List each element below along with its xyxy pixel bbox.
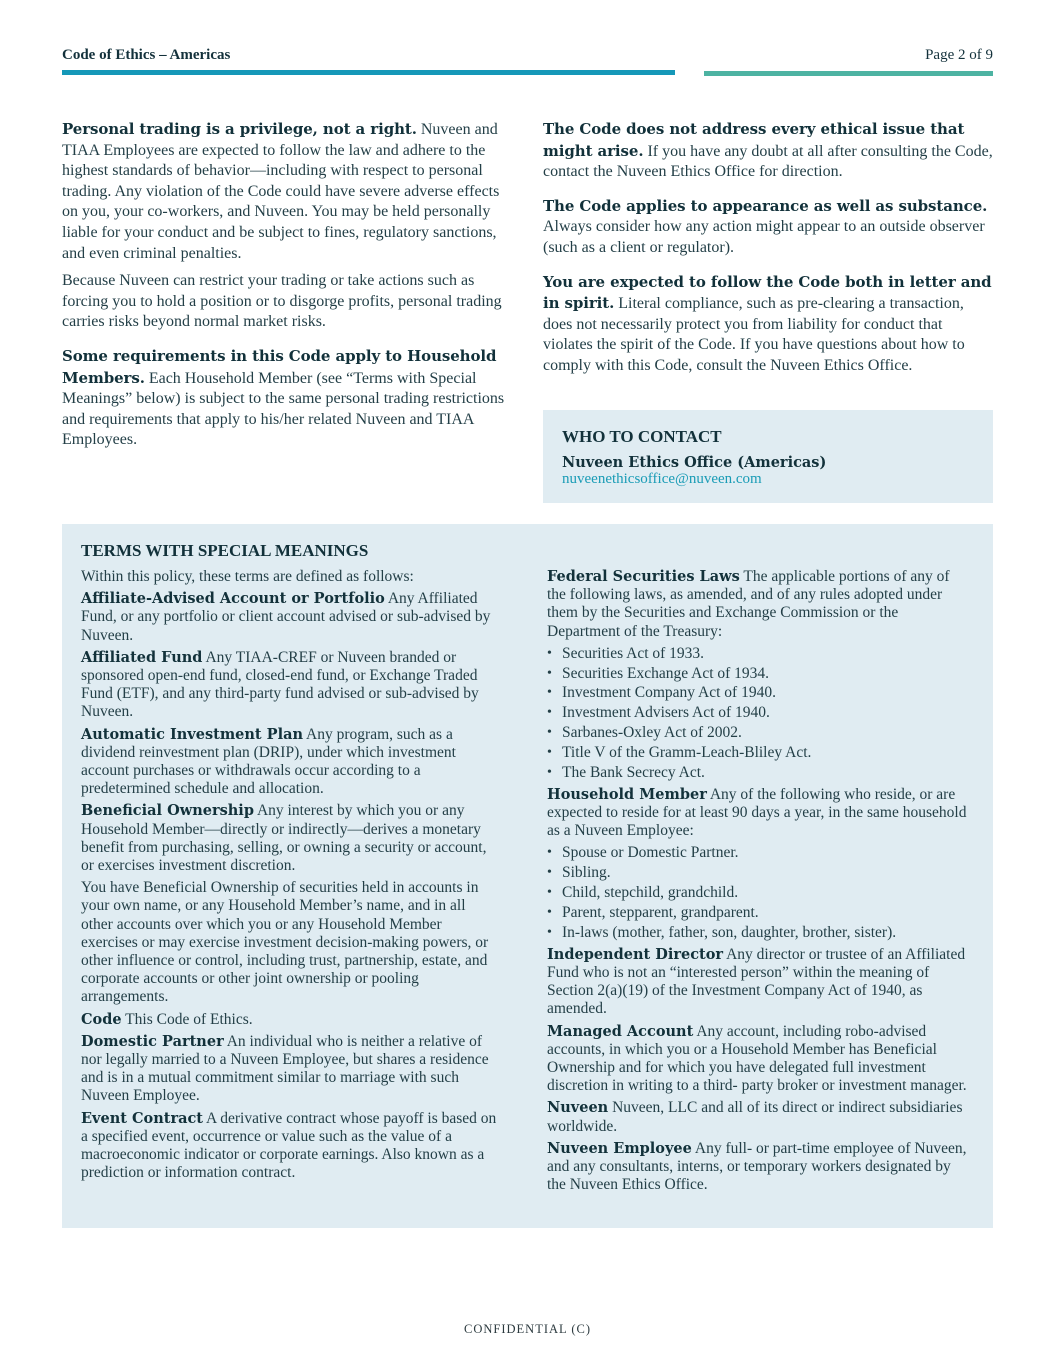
paragraph-text: If you have any doubt at all after consulting the Code, contact the Nuveen Ethics Office for direction. [543, 142, 993, 181]
term-name: Domestic Partner [81, 1032, 224, 1050]
who-to-contact-box [543, 410, 993, 503]
term-name: Federal Securities Laws [547, 568, 740, 585]
term-beneficial-ownership-continued [81, 879, 501, 1006]
term-domestic-partner [81, 1033, 501, 1106]
term-definition: Any TIAA-CREF or Nuveen branded or sponsored open-end fund, closed-end fund, or Exchange Traded Fund (ETF), and any third-party fund advised or sub-advised by Nuveen. [81, 648, 479, 721]
terms-right-column [547, 568, 972, 1198]
federal-laws-list [547, 645, 972, 782]
term-name: Independent Director [547, 945, 724, 963]
paragraph-text: Always consider how any action might appear to an outside observer (such as a client or regulator). [543, 218, 985, 256]
term-definition: You have Beneficial Ownership of securities held in accounts in your own name, or any Household Member’s name, and in all other accounts over which you or any Household Member exercises or may exercise investment decision-making powers, or other influence or control, including trust, partnership, estate, and corporate accounts or other joint ownership or pooling arrangements. [81, 879, 489, 1006]
term-beneficial-ownership [81, 802, 501, 875]
term-definition: The applicable portions of any of the following laws, as amended, and of any rules adopted under them by the Securities and Exchange Commission or the Department of the Treasury: [547, 568, 950, 640]
page-number: Page 2 of 9 [925, 47, 993, 63]
paragraph-lead: You are expected to follow the Code both in letter and in spirit. [543, 272, 992, 313]
term-definition: Any full- or part-time employee of Nuveen, and any consultants, interns, or temporary workers designated by the Nuveen Ethics Office. [547, 1139, 967, 1194]
document-title: Code of Ethics – Americas [62, 47, 231, 63]
paragraph-household-members [62, 346, 512, 451]
paragraph-lead: Personal trading is a privilege, not a right. [62, 120, 417, 138]
contact-office-name: Nuveen Ethics Office (Americas) [562, 454, 827, 471]
term-federal-securities-laws [547, 568, 972, 641]
paragraph-lead: Some requirements in this Code apply to Household Members. [62, 346, 497, 387]
contact-heading: WHO TO CONTACT [562, 427, 722, 446]
term-name: Managed Account [547, 1022, 694, 1040]
paragraph-text: Nuveen and TIAA Employees are expected to follow the law and adhere to the highest standards of behavior—including with respect to personal trading. Any violation of the Code could have severe adverse effects on you, your co-workers, and Nuveen. You may be held personally liable for your conduct and be subject to fines, regulatory sanctions, and even criminal penalties. [62, 121, 500, 262]
list-item: • Title V of the Gramm-Leach-Bliley Act. [547, 744, 972, 762]
terms-heading: TERMS WITH SPECIAL MEANINGS [81, 541, 369, 560]
term-nuveen-employee [547, 1140, 972, 1195]
term-managed-account [547, 1023, 972, 1096]
list-item: • Securities Exchange Act of 1934. [547, 665, 972, 683]
term-definition: Any Affiliated Fund, or any portfolio or client account advised or sub-advised by Nuveen. [81, 590, 491, 644]
term-definition: Nuveen, LLC and all of its direct or indirect subsidiaries worldwide. [547, 1099, 963, 1135]
term-name: Household Member [547, 785, 707, 803]
list-item: • Sarbanes-Oxley Act of 2002. [547, 724, 972, 742]
list-item: • The Bank Secrecy Act. [547, 764, 972, 782]
intro-left-column [62, 119, 512, 458]
terms-with-special-meanings-box [62, 524, 993, 1228]
paragraph-ethical-issues [543, 119, 993, 183]
term-code [81, 1011, 501, 1029]
confidential-footer: CONFIDENTIAL (C) [464, 1322, 591, 1336]
paragraph-text: Literal compliance, such as pre-clearing a transaction, does not necessarily protect you from liability for conduct that violates the spirit of the Code. If you have questions about how to comply with this Code, consult the Nuveen Ethics Office. [543, 295, 965, 374]
term-name: Beneficial Ownership [81, 802, 254, 820]
term-name: Nuveen [547, 1099, 609, 1117]
household-members-list [547, 844, 972, 941]
terms-left-column [81, 568, 501, 1187]
intro-right-column [543, 119, 993, 384]
paragraph-text: Because Nuveen can restrict your trading or take actions such as forcing you to hold a position or to disgorge profits, personal trading carries risks beyond normal market risks. [62, 272, 502, 331]
term-name: Automatic Investment Plan [81, 725, 304, 743]
paragraph-personal-trading [62, 119, 512, 264]
header-rule-green [704, 71, 993, 76]
term-affiliated-fund [81, 649, 501, 722]
term-definition: A derivative contract whose payoff is based on a specified event, occurrence or value such as the value of a macroeconomic indicator or corporate earnings. Also known as a prediction or information contract. [81, 1109, 497, 1182]
term-definition: An individual who is neither a relative of nor legally married to a Nuveen Employee, but shares a residence and is in a mutual commitment similar to marriage with such Nuveen Employee. [81, 1032, 489, 1105]
term-definition: Any director or trustee of an Affiliated Fund who is not an “interested person” within the meaning of Section 2(a)(19) of the Investment Company Act of 1940, as amended. [547, 945, 966, 1018]
term-name: Nuveen Employee [547, 1139, 692, 1157]
term-definition: Any of the following who reside, or are expected to reside for at least 90 days a year, in the same household as a Nuveen Employee: [547, 785, 967, 840]
term-definition: Any account, including robo-advised accounts, in which you or a Household Member has Beneficial Ownership and for which you have delegated full investment discretion in writing to a third- party broker or investment manager. [547, 1022, 967, 1095]
list-item: • Investment Advisers Act of 1940. [547, 704, 972, 722]
term-name: Code [81, 1010, 122, 1028]
paragraph-lead: The Code applies to appearance as well as substance. [543, 196, 988, 215]
paragraph-lead: The Code does not address every ethical issue that might arise. [543, 120, 965, 160]
header-rule-blue [62, 70, 675, 75]
list-item: • Securities Act of 1933. [547, 645, 972, 663]
term-name: Affiliated Fund [81, 648, 203, 666]
term-event-contract [81, 1110, 501, 1183]
term-definition: Any interest by which you or any Household Member—directly or indirectly—derives a monetary benefit from purchasing, selling, or owning a security or account, or exercises investment discretion. [81, 802, 487, 875]
terms-intro: Within this policy, these terms are defined as follows: [81, 568, 414, 585]
paragraph-text: Each Household Member (see “Terms with Special Meanings” below) is subject to the same personal trading restrictions and requirements that apply to his/her related Nuveen and TIAA Employees. [62, 369, 505, 449]
term-household-member [547, 786, 972, 841]
term-name: Event Contract [81, 1109, 204, 1127]
list-item: • Spouse or Domestic Partner. [547, 844, 972, 862]
paragraph-appearance [543, 196, 993, 259]
term-definition: Any program, such as a dividend reinvestment plan (DRIP), under which investment account purchases or withdrawals occur according to a predetermined schedule and allocation. [81, 725, 456, 798]
paragraph-letter-and-spirit [543, 272, 993, 377]
term-nuveen [547, 1099, 972, 1135]
term-definition: This Code of Ethics. [121, 1010, 253, 1028]
list-item: • Sibling. [547, 864, 972, 882]
list-item: • Child, stepchild, grandchild. [547, 884, 972, 902]
list-item: • Investment Company Act of 1940. [547, 684, 972, 702]
list-item: • Parent, stepparent, grandparent. [547, 904, 972, 922]
term-independent-director [547, 946, 972, 1019]
term-automatic-investment-plan [81, 726, 501, 799]
paragraph-trading-risks [62, 271, 512, 333]
term-name: Affiliate-Advised Account or Portfolio [81, 590, 385, 608]
term-affiliate-advised-account [81, 590, 501, 645]
list-item: • In-laws (mother, father, son, daughter, brother, sister). [547, 924, 972, 942]
contact-email-link[interactable]: nuveenethicsoffice@nuveen.com [562, 471, 762, 487]
